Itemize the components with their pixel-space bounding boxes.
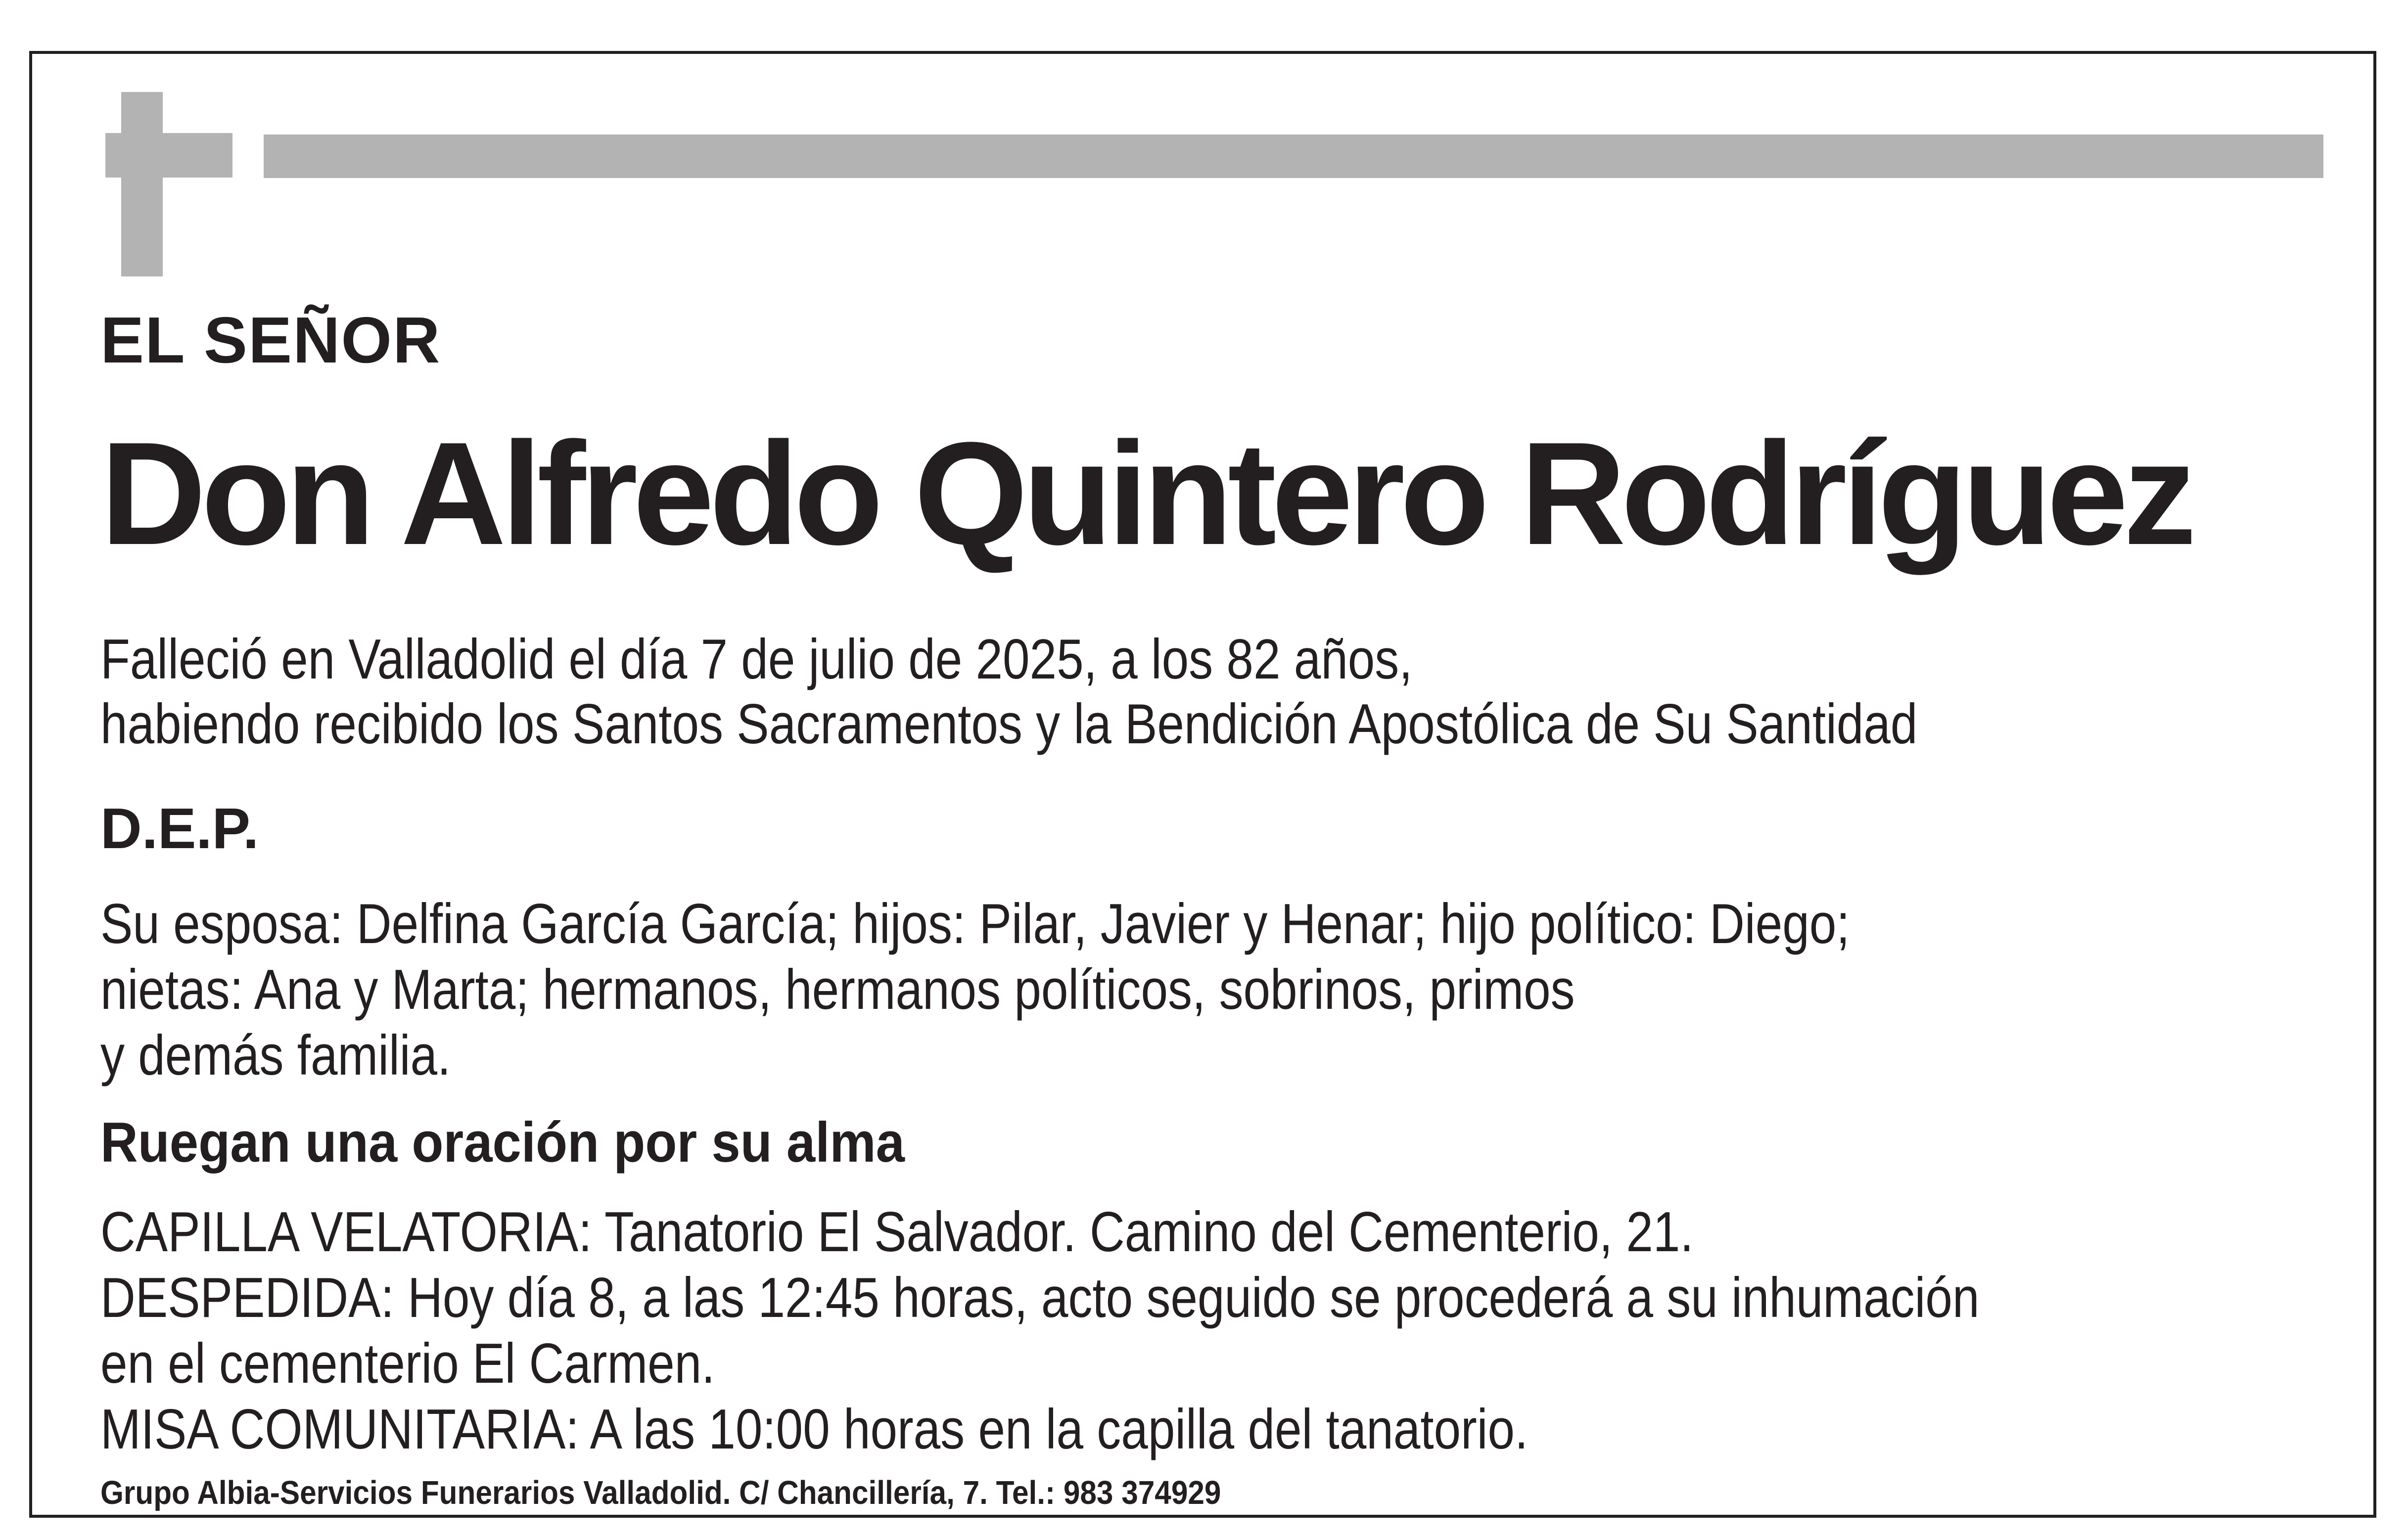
family-line-3: y demás familia. [100, 1024, 451, 1087]
service-line-3: en el cementerio El Carmen. [100, 1332, 715, 1395]
family-line-2: nietas: Ana y Marta; hermanos, hermanos políticos, sobrinos, primos [100, 958, 1575, 1021]
honorific: EL SEÑOR [100, 304, 441, 376]
death-line-1: Falleció en Valladolid el día 7 de julio de 2025, a los 82 años, [100, 628, 1413, 691]
header-rule [264, 135, 2323, 178]
deceased-name: Don Alfredo Quintero Rodríguez [100, 411, 2192, 575]
rip-text: D.E.P. [100, 796, 259, 861]
cross-horizontal-bar [105, 133, 232, 178]
service-line-2: DESPEDIDA: Hoy día 8, a las 12:45 horas, acto seguido se procederá a su inhumación [100, 1267, 1980, 1329]
cross-vertical-bar [121, 92, 163, 276]
service-line-1: CAPILLA VELATORIA: Tanatorio El Salvador. Camino del Cementerio, 21. [100, 1201, 1694, 1264]
service-line-4: MISA COMUNITARIA: A las 10:00 horas en la capilla del tanatorio. [100, 1398, 1528, 1461]
family-line-1: Su esposa: Delfina García García; hijos: Pilar, Javier y Henar; hijo político: Diego; [100, 893, 1850, 955]
death-line-2: habiendo recibido los Santos Sacramentos y la Bendición Apostólica de Su Santidad [100, 693, 1918, 756]
funeral-home-footer: Grupo Albia-Servicios Funerarios Valladolid. C/ Chancillería, 7. Tel.: 983 374929 [100, 1474, 1221, 1511]
prayer-request: Ruegan una oración por su alma [100, 1111, 905, 1174]
